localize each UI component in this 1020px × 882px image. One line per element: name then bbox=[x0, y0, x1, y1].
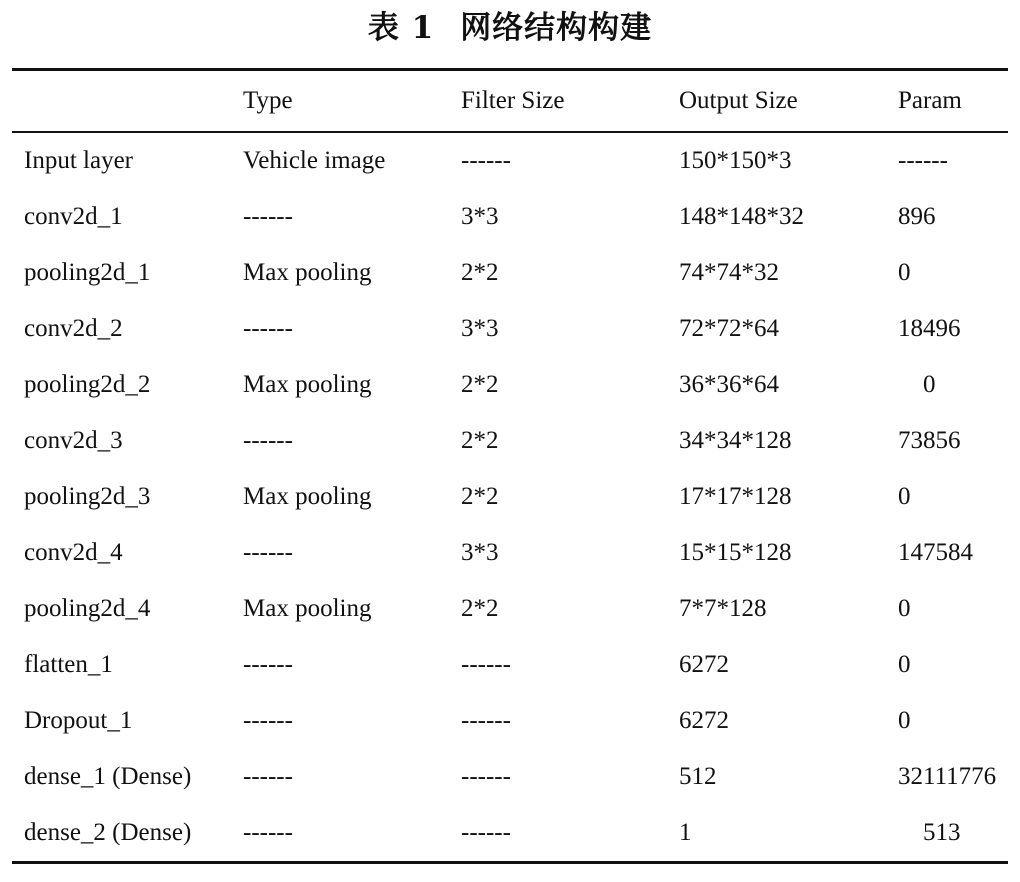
table-row bbox=[12, 637, 1008, 693]
layer-name: Dropout_1 bbox=[24, 707, 133, 734]
layer-name: conv2d_2 bbox=[24, 315, 123, 342]
table-row bbox=[12, 413, 1008, 469]
filter-size: ------ bbox=[461, 819, 511, 846]
param-count: 32111776 bbox=[898, 763, 997, 790]
param-count: 896 bbox=[898, 203, 936, 230]
layer-type: ------ bbox=[243, 763, 293, 790]
output-size: 6272 bbox=[679, 707, 729, 734]
filter-size: 3*3 bbox=[461, 203, 499, 230]
table-row bbox=[12, 749, 1008, 805]
param-count: 18496 bbox=[898, 315, 961, 342]
table-row bbox=[12, 469, 1008, 525]
param-count: 73856 bbox=[898, 427, 961, 454]
table-row bbox=[12, 301, 1008, 357]
param-count: 0 bbox=[923, 371, 936, 398]
layer-type: ------ bbox=[243, 707, 293, 734]
layer-name: pooling2d_1 bbox=[24, 259, 151, 286]
table-row bbox=[12, 189, 1008, 245]
output-size: 512 bbox=[679, 763, 717, 790]
layer-name: dense_2 (Dense) bbox=[24, 819, 192, 846]
filter-size: ------ bbox=[461, 707, 511, 734]
filter-size: 2*2 bbox=[461, 595, 499, 622]
output-size: 150*150*3 bbox=[679, 147, 792, 174]
table-row bbox=[12, 581, 1008, 637]
output-size: 74*74*32 bbox=[679, 259, 779, 286]
param-count: 0 bbox=[898, 483, 911, 510]
filter-size: ------ bbox=[461, 147, 511, 174]
output-size: 15*15*128 bbox=[679, 539, 792, 566]
table-number: 表 1 bbox=[367, 10, 435, 46]
param-count: 147584 bbox=[898, 539, 973, 566]
layer-type: Vehicle image bbox=[243, 147, 386, 174]
table-row bbox=[12, 245, 1008, 301]
network-structure-table bbox=[12, 68, 1008, 864]
layer-type: Max pooling bbox=[243, 483, 372, 510]
layer-type: Max pooling bbox=[243, 595, 372, 622]
header-output-size: Output Size bbox=[679, 87, 798, 114]
table-row bbox=[12, 132, 1008, 189]
layer-name: pooling2d_2 bbox=[24, 371, 151, 398]
param-count: 0 bbox=[898, 595, 911, 622]
table-row bbox=[12, 357, 1008, 413]
layer-name: flatten_1 bbox=[24, 651, 113, 678]
filter-size: 2*2 bbox=[461, 371, 499, 398]
param-count: 0 bbox=[898, 651, 911, 678]
table-row bbox=[12, 805, 1008, 863]
header-param: Param bbox=[898, 87, 962, 114]
layer-type: ------ bbox=[243, 427, 293, 454]
layer-type: ------ bbox=[243, 819, 293, 846]
param-count: ------ bbox=[898, 147, 948, 174]
layer-name: conv2d_3 bbox=[24, 427, 123, 454]
layer-name: dense_1 (Dense) bbox=[24, 763, 192, 790]
output-size: 148*148*32 bbox=[679, 203, 804, 230]
output-size: 34*34*128 bbox=[679, 427, 792, 454]
output-size: 6272 bbox=[679, 651, 729, 678]
layer-type: Max pooling bbox=[243, 259, 372, 286]
layer-name: Input layer bbox=[24, 147, 133, 174]
layer-name: pooling2d_4 bbox=[24, 595, 151, 622]
output-size: 7*7*128 bbox=[679, 595, 767, 622]
layer-name: pooling2d_3 bbox=[24, 483, 151, 510]
table-row bbox=[12, 525, 1008, 581]
filter-size: ------ bbox=[461, 763, 511, 790]
table-title: 网络结构构建 bbox=[460, 10, 653, 46]
layer-name: conv2d_4 bbox=[24, 539, 123, 566]
output-size: 36*36*64 bbox=[679, 371, 779, 398]
output-size: 72*72*64 bbox=[679, 315, 779, 342]
param-count: 0 bbox=[898, 259, 911, 286]
output-size: 1 bbox=[679, 819, 692, 846]
layer-type: ------ bbox=[243, 651, 293, 678]
filter-size: 3*3 bbox=[461, 539, 499, 566]
param-count: 0 bbox=[898, 707, 911, 734]
filter-size: 2*2 bbox=[461, 259, 499, 286]
header-layer bbox=[12, 70, 231, 133]
table-caption bbox=[0, 6, 1020, 50]
layer-name: conv2d_1 bbox=[24, 203, 123, 230]
layer-type: ------ bbox=[243, 203, 293, 230]
layer-type: ------ bbox=[243, 315, 293, 342]
layer-type: ------ bbox=[243, 539, 293, 566]
param-count: 513 bbox=[923, 819, 961, 846]
filter-size: 2*2 bbox=[461, 427, 499, 454]
output-size: 17*17*128 bbox=[679, 483, 792, 510]
header-filter-size: Filter Size bbox=[461, 87, 565, 114]
header-type: Type bbox=[243, 87, 293, 114]
layer-type: Max pooling bbox=[243, 371, 372, 398]
table-row bbox=[12, 693, 1008, 749]
filter-size: 3*3 bbox=[461, 315, 499, 342]
filter-size: ------ bbox=[461, 651, 511, 678]
header-row bbox=[12, 70, 1008, 133]
filter-size: 2*2 bbox=[461, 483, 499, 510]
